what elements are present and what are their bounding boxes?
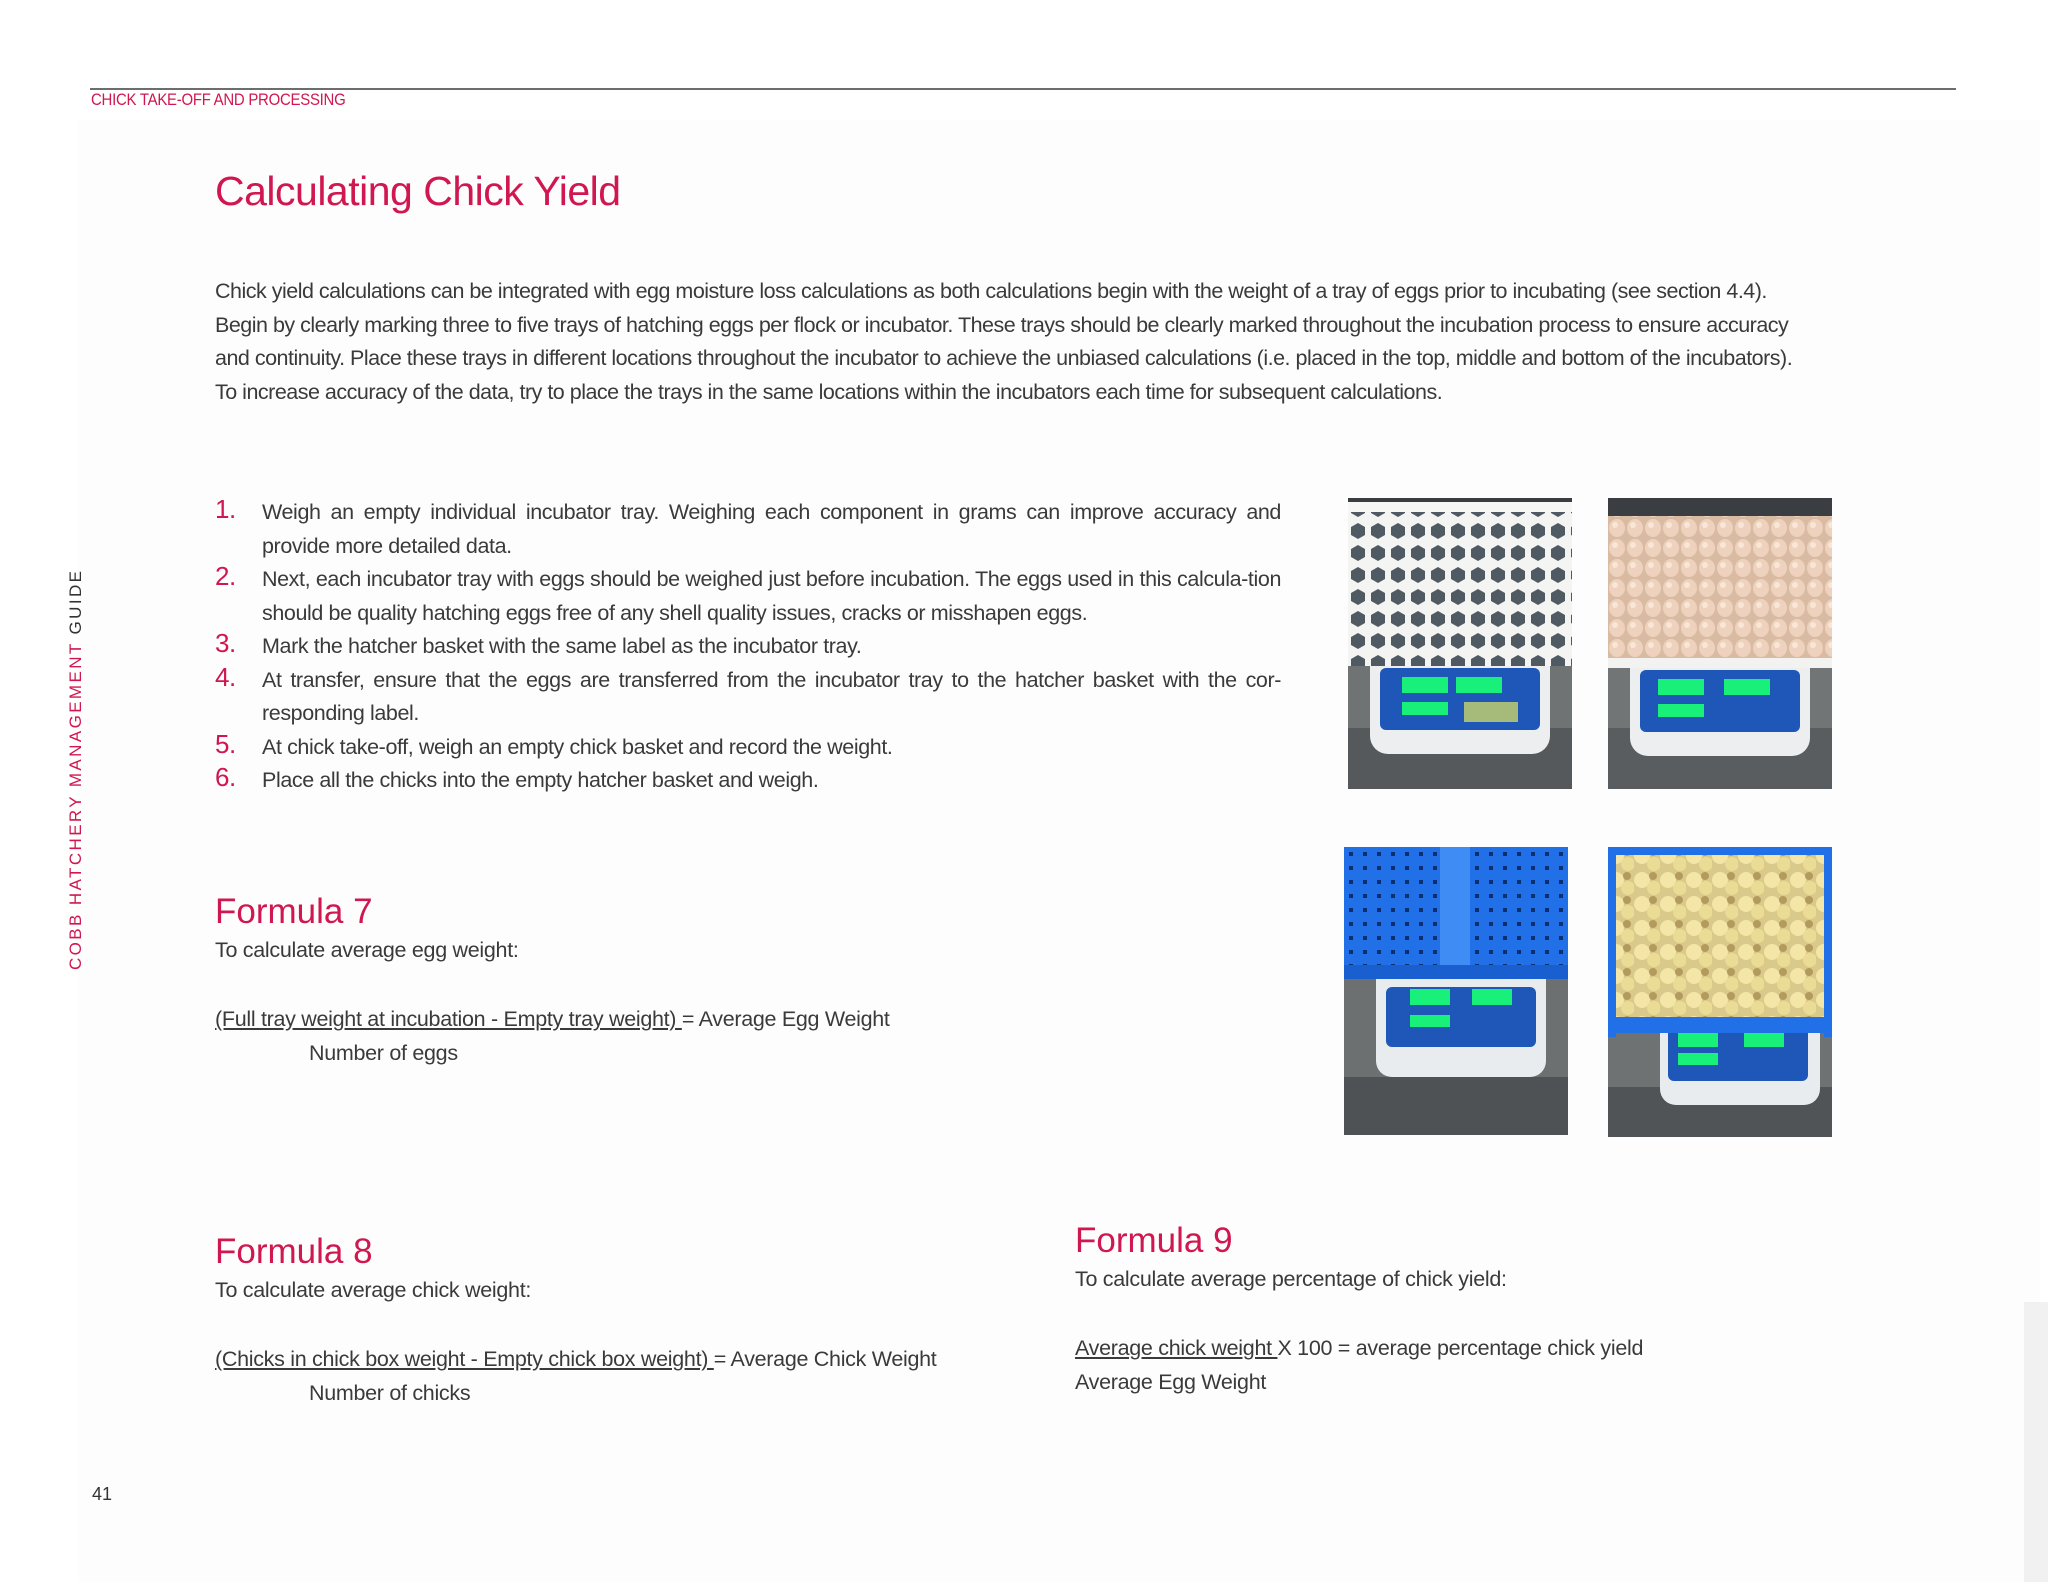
- steps-list: [215, 496, 1281, 798]
- page-number: 41: [92, 1484, 113, 1504]
- list-item: [215, 630, 1281, 664]
- formula-8-numerator: (Chicks in chick box weight - Empty chick box weight): [215, 1347, 714, 1371]
- intro-paragraph: Chick yield calculations can be integrated with egg moisture loss calculations as both calculations begin with the weight of a tray of eggs prior to incubating (see section 4.4). Begin by clearly marking three to five trays of hatching eggs per flock or incubator. These trays should be clearly marked throughout the incubation process to ensure accuracy and continuity. Place these trays in different locations throughout the incubator to achieve the unbiased calculations (i.e. placed in the top, middle and bottom of the incubators). To increase accuracy of the data, try to place the trays in the same locations within the incubators each time for subsequent calculations.: [215, 279, 1793, 404]
- formula-8-result: = Average Chick Weight: [713, 1347, 937, 1371]
- right-edge-strip: [2024, 1302, 2048, 1582]
- side-title-accent: COBB HATCHERY MANAGEMENT: [66, 641, 85, 970]
- step-text: Next, each incubator tray with eggs should be weighed just before incubation. The eggs used in this calcula-tion should be quality hatching eggs free of any shell quality issues, cracks or misshapen eggs.: [262, 567, 1281, 625]
- formula-7-denominator: Number of eggs: [309, 1041, 458, 1065]
- formula-8-numerator-line: [215, 1347, 936, 1372]
- step-number: 3.: [215, 628, 236, 658]
- header-rule: [90, 88, 1956, 90]
- list-item: [215, 764, 1281, 798]
- empty-incubator-tray-on-scale-photo: [1348, 498, 1572, 789]
- list-item: [215, 728, 1281, 765]
- running-head: CHICK TAKE-OFF AND PROCESSING: [91, 90, 346, 109]
- formula-7-description: To calculate average egg weight:: [215, 938, 519, 962]
- list-item: [215, 496, 1281, 563]
- step-text: At transfer, ensure that the eggs are transferred from the incubator tray to the hatcher basket with the cor-responding label.: [262, 667, 1281, 725]
- formula-7-numerator-line: [215, 1007, 890, 1032]
- chick-basket-on-scale-photo: [1608, 847, 1832, 1137]
- step-number: 1.: [215, 494, 236, 524]
- formula-9-numerator: Average chick weight: [1075, 1336, 1278, 1360]
- step-text: Place all the chicks into the empty hatcher basket and weigh.: [262, 768, 819, 792]
- formula-7-heading: Formula 7: [215, 892, 373, 931]
- list-item: [215, 563, 1281, 630]
- step-text: At chick take-off, weigh an empty chick basket and record the weight.: [262, 734, 893, 759]
- step-number: 2.: [215, 561, 236, 591]
- list-item: [215, 661, 1281, 731]
- formula-7-numerator: (Full tray weight at incubation - Empty tray weight): [215, 1007, 682, 1031]
- formula-8-heading: Formula 8: [215, 1232, 373, 1271]
- page-title: Calculating Chick Yield: [215, 168, 621, 214]
- formula-7-result: = Average Egg Weight: [681, 1007, 890, 1031]
- step-number: 5.: [215, 728, 236, 759]
- formula-9-heading: Formula 9: [1075, 1221, 1233, 1260]
- step-text: Weigh an empty individual incubator tray. Weighing each component in grams can improve accuracy and provide more detailed data.: [262, 500, 1281, 558]
- egg-tray-on-scale-photo: [1608, 498, 1832, 789]
- empty-chick-basket-on-scale-photo: [1344, 847, 1568, 1135]
- formula-9-description: To calculate average percentage of chick yield:: [1075, 1267, 1507, 1291]
- formula-9-denominator: Average Egg Weight: [1075, 1370, 1267, 1394]
- formula-8-description: To calculate average chick weight:: [215, 1278, 532, 1302]
- step-text: Mark the hatcher basket with the same label as the incubator tray.: [262, 634, 862, 658]
- formula-8-denominator: Number of chicks: [309, 1381, 471, 1405]
- step-number: 6.: [215, 762, 236, 792]
- step-number: 4.: [215, 661, 236, 692]
- side-title: [66, 569, 86, 970]
- side-title-rest: GUIDE: [66, 568, 85, 635]
- formula-9-numerator-line: [1075, 1336, 1643, 1361]
- formula-9-result: X 100 = average percentage chick yield: [1277, 1336, 1644, 1360]
